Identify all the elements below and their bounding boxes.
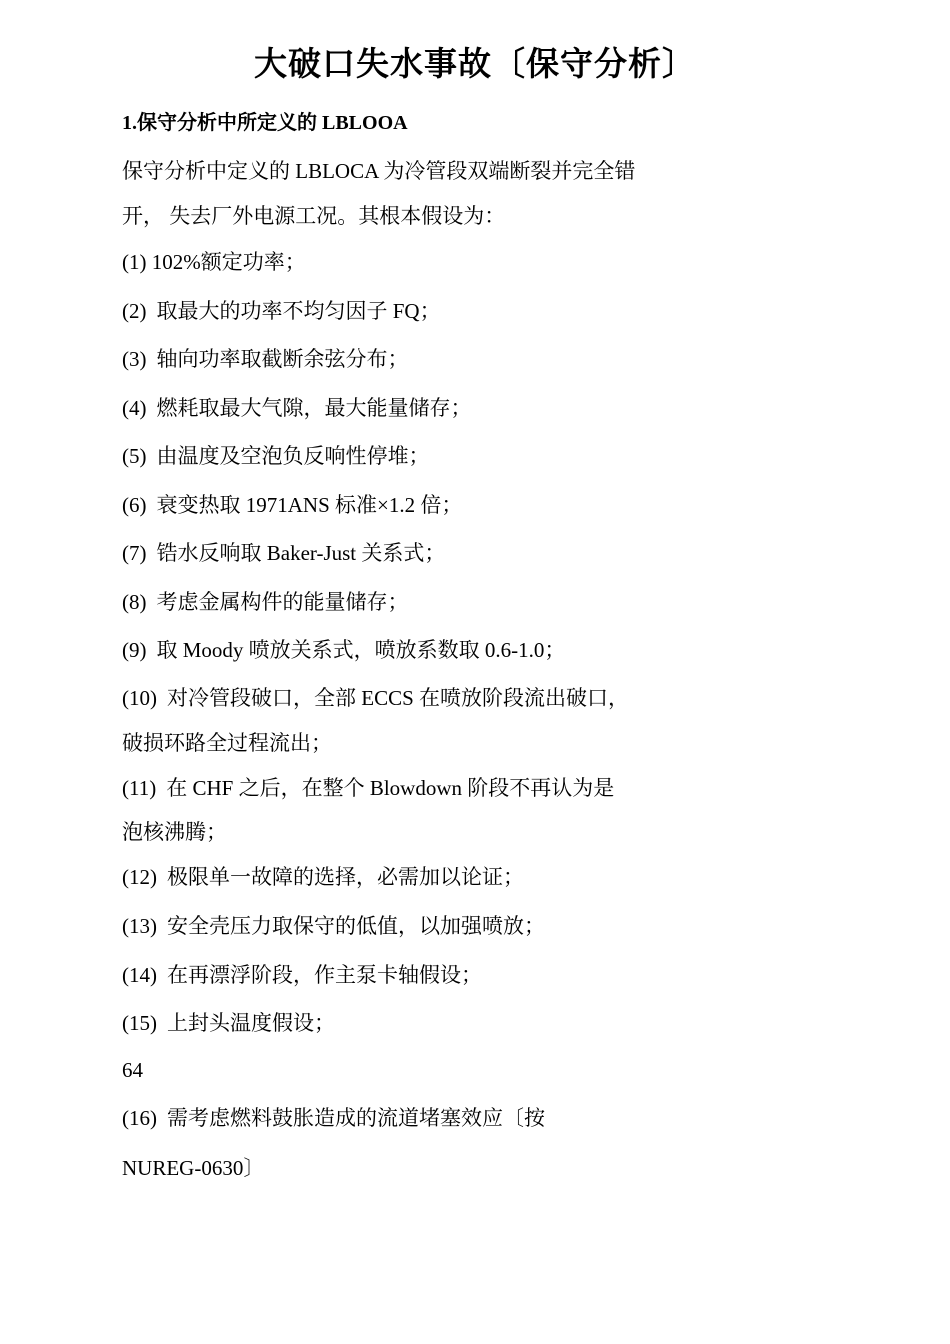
intro-line-1: 保守分析中定义的 LBLOCA 为冷管段双端断裂并完全错 [122,159,636,183]
list-item-continuation [122,729,332,757]
list-item-continuation: NUREG-0630〕 [122,1156,265,1180]
item-number: (1) [122,250,147,274]
item-text: 轴向功率取截断余弦分布； [156,347,409,371]
item-text: 锆水反响取 Baker-Just 关系式； [156,541,446,565]
item-text: 破损环路全过程流出； [122,731,332,755]
item-number: (9) [122,638,147,662]
item-text: 取 Moody 喷放关系式，喷放系数取 0.6-1.0； [156,638,566,662]
list-item [122,774,614,802]
page-number: 64 [122,1058,143,1082]
list-item [122,863,524,891]
list-item [122,297,441,325]
item-text: 取最大的功率不均匀因子 FQ； [156,299,441,323]
item-text: 需考虑燃料鼓胀造成的流道堵塞效应〔按 [167,1106,545,1130]
list-item [122,1009,335,1037]
list-item [122,588,409,616]
item-number: (8) [122,590,147,614]
list-item [122,491,462,519]
item-text: 对冷管段破口，全部 ECCS 在喷放阶段流出破口， [167,686,630,710]
item-text: 考虑金属构件的能量储存； [156,590,409,614]
item-text: 泡核沸腾； [122,820,227,844]
item-text: 衰变热取 1971ANS 标准×1.2 倍； [156,493,463,517]
item-number: (10) [122,686,157,710]
list-item [122,345,409,373]
item-text: 由温度及空泡负反响性停堆； [156,444,430,468]
list-item [122,684,629,712]
item-number: (14) [122,963,157,987]
item-text: 燃耗取最大气隙，最大能量储存； [156,396,472,420]
item-text: 上封头温度假设； [167,1011,335,1035]
list-item [122,248,306,276]
list-item [122,961,482,989]
list-item [122,442,430,470]
item-text: 安全壳压力取保守的低值，以加强喷放； [167,914,545,938]
item-text: 在 CHF 之后，在整个 Blowdown 阶段不再认为是 [166,776,615,800]
item-number: (4) [122,396,147,420]
item-number: (11) [122,776,157,800]
list-item [122,394,472,422]
item-number: (2) [122,299,147,323]
item-number: (15) [122,1011,157,1035]
item-text: 在再漂浮阶段，作主泵卡轴假设； [167,963,482,987]
intro-line-2: 开， 失去厂外电源工况。其根本假设为： [122,204,506,228]
item-number: (12) [122,865,157,889]
item-number: (16) [122,1106,157,1130]
item-text: 极限单一故障的选择，必需加以论证； [167,865,524,889]
list-item-continuation [122,818,227,846]
document-title: 大破口失水事故〔保守分析〕 [254,47,696,83]
item-text: 102%额定功率； [151,250,306,274]
list-item [122,912,545,940]
item-number: (5) [122,444,147,468]
item-number: (13) [122,914,157,938]
item-number: (3) [122,347,147,371]
list-item [122,1104,545,1132]
section-heading: 1.保守分析中所定义的 LBLOOA [122,112,408,134]
item-number: (6) [122,493,147,517]
list-item [122,636,565,664]
item-number: (7) [122,541,147,565]
list-item [122,539,445,567]
